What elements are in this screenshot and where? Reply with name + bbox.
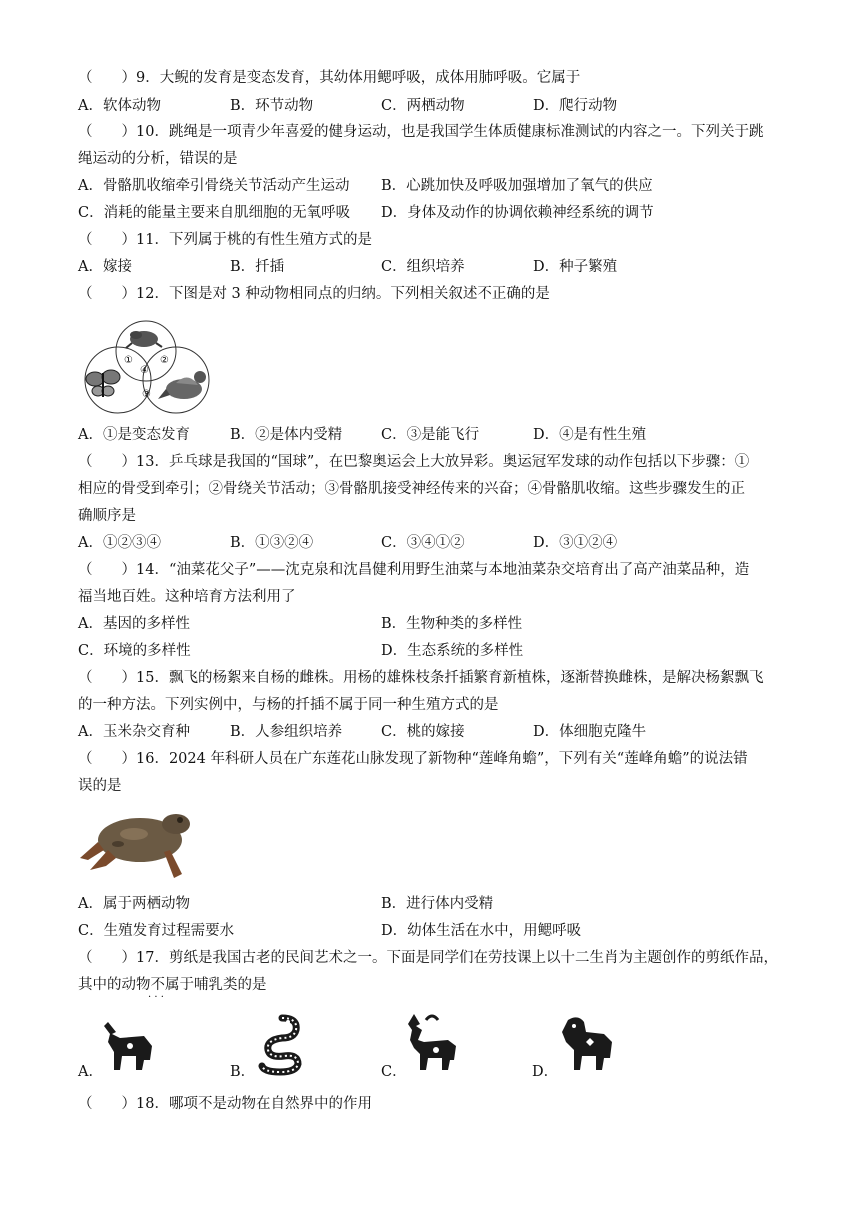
question-10-stem-line1: （ ）10．跳绳是一项青少年喜爱的健身运动，也是我国学生体质健康标准测试的内容之一。下列关于跳 xyxy=(78,124,764,140)
question-17-stem-line1: （ ）17．剪纸是我国古老的民间艺术之一。下面是同学们在劳技课上以十二生肖为主题创作的剪纸作品， xyxy=(78,950,778,966)
option-a: A．①②③④ xyxy=(78,535,161,551)
emphasis-dots: · · · xyxy=(148,992,164,1003)
question-14-stem-line1: （ ）14．“油菜花父子”——沈克泉和沈昌健利用野生油菜与本地油菜杂交培育出了高产油菜品种，造 xyxy=(78,562,750,578)
papercut-dog-icon xyxy=(556,1012,618,1074)
option-a: A．软体动物 xyxy=(78,98,161,114)
option-b: B．扦插 xyxy=(230,259,285,275)
option-b: B．①③②④ xyxy=(230,535,314,551)
question-17-stem-line2: 其中的动物不属于哺乳类的是 xyxy=(78,977,267,993)
frog-icon xyxy=(126,331,162,348)
option-c: C．③④①② xyxy=(381,535,465,551)
option-d: D．生态系统的多样性 xyxy=(381,643,524,659)
option-c: C．组织培养 xyxy=(381,259,465,275)
question-9-stem: （ ）9．大鲵的发育是变态发育，其幼体用鳃呼吸，成体用肺呼吸。它属于 xyxy=(78,70,581,86)
papercut-ox-icon xyxy=(100,1012,162,1074)
question-10-stem-line2: 绳运动的分析，错误的是 xyxy=(78,151,238,167)
option-c: C．③是能飞行 xyxy=(381,427,480,443)
option-d: D．③①②④ xyxy=(533,535,618,551)
question-13-stem-line3: 确顺序是 xyxy=(78,508,136,524)
option-c: C．消耗的能量主要来自肌细胞的无氧呼吸 xyxy=(78,205,351,221)
option-c: C．桃的嫁接 xyxy=(381,724,465,740)
option-a: A．①是变态发育 xyxy=(78,427,190,443)
region-3-label: ③ xyxy=(142,389,151,400)
question-14-stem-line2: 福当地百姓。这种培育方法利用了 xyxy=(78,589,296,605)
option-d: D．身体及动作的协调依赖神经系统的调节 xyxy=(381,205,654,221)
option-d: D．种子繁殖 xyxy=(533,259,618,275)
butterfly-icon xyxy=(86,370,120,397)
toad-photo xyxy=(78,800,196,886)
option-b: B．②是体内受精 xyxy=(230,427,343,443)
question-12-stem: （ ）12．下图是对 3 种动物相同点的归纳。下列相关叙述不正确的是 xyxy=(78,286,550,302)
question-13-stem-line1: （ ）13．乒乓球是我国的“国球”，在巴黎奥运会上大放异彩。奥运冠军发球的动作包括以下步骤：① xyxy=(78,454,750,470)
option-a-label: A． xyxy=(78,1064,103,1080)
option-c-label: C． xyxy=(381,1064,407,1080)
option-b: B．进行体内受精 xyxy=(381,896,494,912)
question-16-stem-line1: （ ）16．2024 年科研人员在广东莲花山脉发现了新物种“莲峰角蟾”，下列有关“莲峰角蟾”的说法错 xyxy=(78,751,748,767)
question-18-stem: （ ）18．哪项不是动物在自然界中的作用 xyxy=(78,1096,372,1112)
option-b-label: B． xyxy=(230,1064,256,1080)
question-13-stem-line2: 相应的骨受到牵引；②骨绕关节活动；③骨骼肌接受神经传来的兴奋；④骨骼肌收缩。这些步骤发生的正 xyxy=(78,481,745,497)
option-c: C．环境的多样性 xyxy=(78,643,191,659)
option-d: D．爬行动物 xyxy=(533,98,618,114)
question-16-stem-line2: 误的是 xyxy=(78,778,122,794)
option-a: A．骨骼肌收缩牵引骨绕关节活动产生运动 xyxy=(78,178,350,194)
option-b: B．人参组织培养 xyxy=(230,724,343,740)
option-c: C．两栖动物 xyxy=(381,98,465,114)
region-1-label: ① xyxy=(124,355,133,366)
option-d: D．幼体生活在水中，用鳃呼吸 xyxy=(381,923,582,939)
region-4-label: ④ xyxy=(140,365,149,376)
option-b: B．环节动物 xyxy=(230,98,314,114)
option-b: B．心跳加快及呼吸加强增加了氧气的供应 xyxy=(381,178,653,194)
option-a: A．基因的多样性 xyxy=(78,616,190,632)
option-a: A．玉米杂交育种 xyxy=(78,724,190,740)
region-2-label: ② xyxy=(160,355,169,366)
option-b: B．生物种类的多样性 xyxy=(381,616,523,632)
option-a: A．嫁接 xyxy=(78,259,132,275)
option-d: D．体细胞克隆牛 xyxy=(533,724,647,740)
venn-diagram xyxy=(76,315,216,415)
question-15-stem-line1: （ ）15．飘飞的杨絮来自杨的雌株。用杨的雄株枝条扦插繁育新植株，逐渐替换雌株，是解决杨絮飘飞 xyxy=(78,670,764,686)
question-11-stem: （ ）11．下列属于桃的有性生殖方式的是 xyxy=(78,232,372,248)
question-15-stem-line2: 的一种方法。下列实例中，与杨的扦插不属于同一种生殖方式的是 xyxy=(78,697,499,713)
papercut-snake-icon xyxy=(252,1012,312,1076)
option-c: C．生殖发育过程需要水 xyxy=(78,923,235,939)
pigeon-icon xyxy=(158,371,206,399)
option-d: D．④是有性生殖 xyxy=(533,427,647,443)
option-a: A．属于两栖动物 xyxy=(78,896,190,912)
option-d-label: D． xyxy=(532,1064,559,1080)
papercut-goat-icon xyxy=(404,1010,466,1072)
